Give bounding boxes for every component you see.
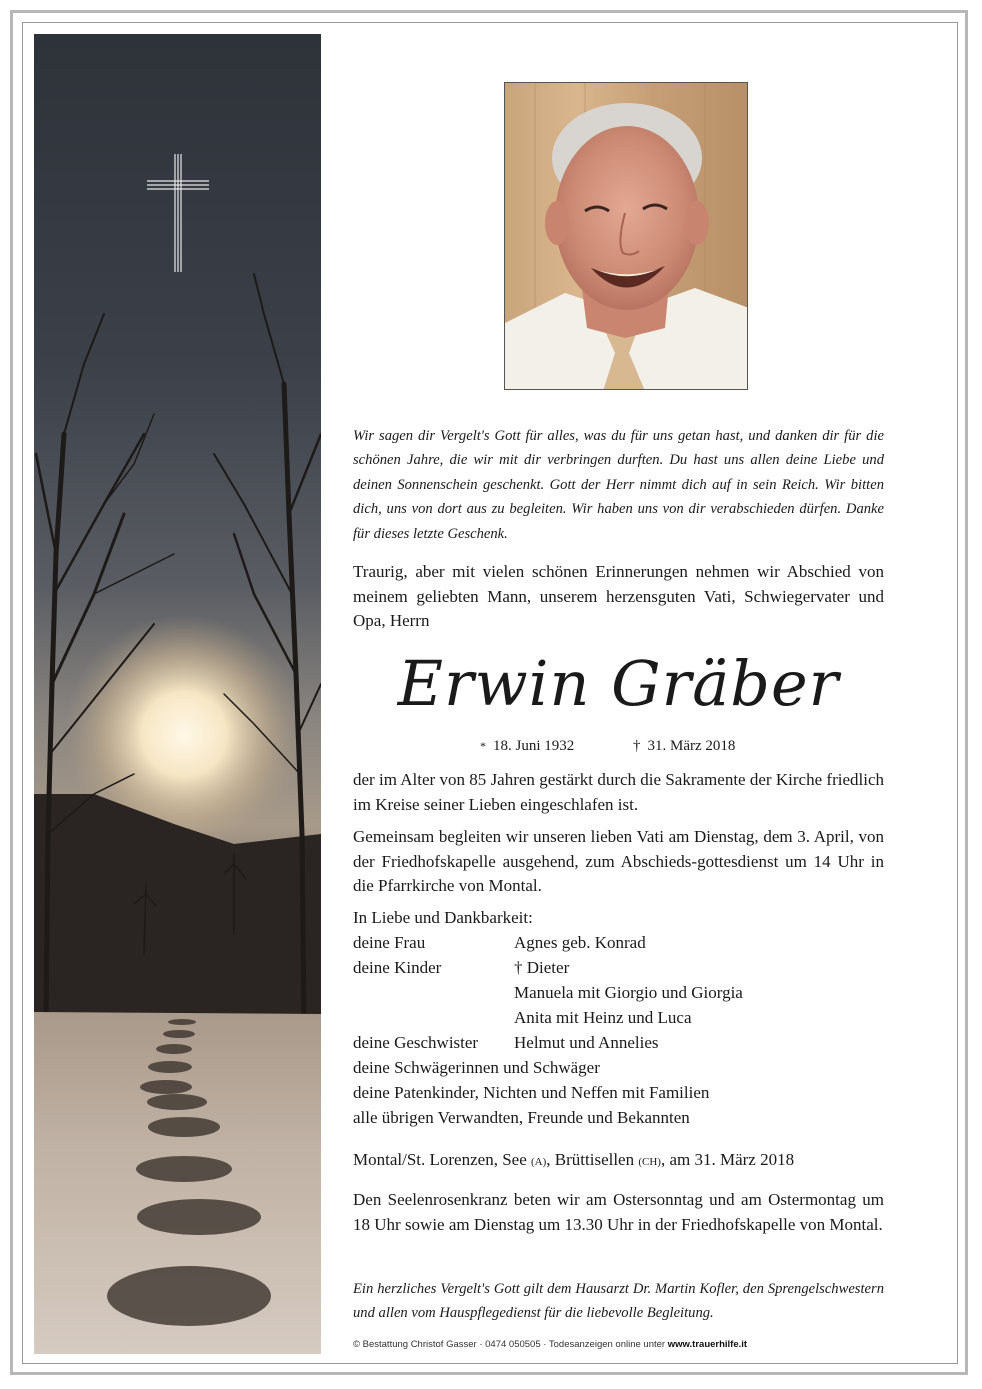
thanks-paragraph: Ein herzliches Vergelt's Gott gilt dem Hausarzt Dr. Martin Kofler, den Sprengelschwestern und allen vom Hauspflegedienst für die liebevolle Begleitung. xyxy=(353,1281,884,1322)
rosary-wrap xyxy=(353,1188,884,1237)
announcement-paragraph: Traurig, aber mit vielen schönen Erinnerungen nehmen wir Abschied von meinem geliebten Mann, unserem herzensguten Vati, Schwiegervater und Opa, Herrn xyxy=(353,562,884,631)
family-names: Manuela mit Giorgio und Giorgia xyxy=(514,983,743,1002)
country-code-ch: (CH) xyxy=(638,1156,661,1168)
family-names: Agnes geb. Konrad xyxy=(514,933,646,952)
family-names: Anita mit Heinz und Luca xyxy=(514,1008,692,1027)
birth-symbol: * xyxy=(480,739,486,753)
family-intro: In Liebe und Dankbarkeit: xyxy=(353,908,533,927)
death-date xyxy=(633,736,735,756)
birth-date xyxy=(480,736,574,756)
portrait-photo xyxy=(504,82,748,390)
announcement-wrap xyxy=(353,560,884,634)
footer-url-link[interactable]: www.trauerhilfe.it xyxy=(667,1339,748,1350)
footer xyxy=(353,1339,747,1350)
age-paragraph: der im Alter von 85 Jahren gestärkt durch die Sakramente der Kirche friedlich im Kreise seiner Lieben eingeschlafen ist. xyxy=(353,770,884,814)
age-wrap xyxy=(353,768,884,817)
place-part-2: , Brüttisellen xyxy=(546,1150,639,1169)
death-symbol: † xyxy=(633,738,641,754)
family-role: alle übrigen Verwandten, Freunde und Bekannten xyxy=(353,1108,690,1127)
family-names: Helmut und Annelies xyxy=(514,1033,659,1052)
deceased-name: Erwin Gräber xyxy=(397,647,840,720)
rosary-paragraph: Den Seelenrosenkranz beten wir am Ostersonntag und am Ostermontag um 18 Uhr sowie am Dienstag um 13.30 Uhr in der Friedhofskapelle von Montal. xyxy=(353,1190,884,1234)
intro-paragraph-wrap xyxy=(353,424,884,546)
family-role: deine Geschwister xyxy=(353,1033,479,1052)
place-part-3: , am 31. März 2018 xyxy=(660,1150,795,1169)
thanks-wrap xyxy=(353,1277,884,1326)
birth-date-text: 18. Juni 1932 xyxy=(493,738,575,754)
place-date xyxy=(353,1148,794,1175)
funeral-paragraph: Gemeinsam begleiten wir unseren lieben Vati am Dienstag, dem 3. April, von der Friedhofskapelle ausgehend, zum Abschieds-gottesdienst um 14 Uhr in die Pfarrkirche von Montal. xyxy=(353,827,884,896)
cross-icon xyxy=(147,154,209,277)
family-role: deine Schwägerinnen und Schwäger xyxy=(353,1058,600,1077)
funeral-wrap xyxy=(353,825,884,899)
family-role: deine Kinder xyxy=(353,958,442,977)
country-code-a: (A) xyxy=(531,1156,547,1168)
family-names: † Dieter xyxy=(514,958,570,977)
family-role: deine Patenkinder, Nichten und Neffen mit Familien xyxy=(353,1083,710,1102)
intro-paragraph: Wir sagen dir Vergelt's Gott für alles, was du für uns getan hast, und danken dir für die schönen Jahre, die wir mit dir verbringen durften. Du hast uns allen deine Liebe und deinen Sonnenschein geschenkt. Gott der Herr nimmt dich auf in sein Reich. Wir bitten dich, uns von dort aus zu begleiten. Wir haben uns von dir verabschieden dürfen. Danke für dieses letzte Geschenk. xyxy=(353,428,884,542)
place-part-1: Montal/St. Lorenzen, See xyxy=(353,1150,531,1169)
death-date-text: 31. März 2018 xyxy=(647,738,736,754)
family-role: deine Frau xyxy=(353,933,426,952)
footer-text: © Bestattung Christof Gasser · 0474 050505 · Todesanzeigen online unter xyxy=(353,1339,668,1350)
